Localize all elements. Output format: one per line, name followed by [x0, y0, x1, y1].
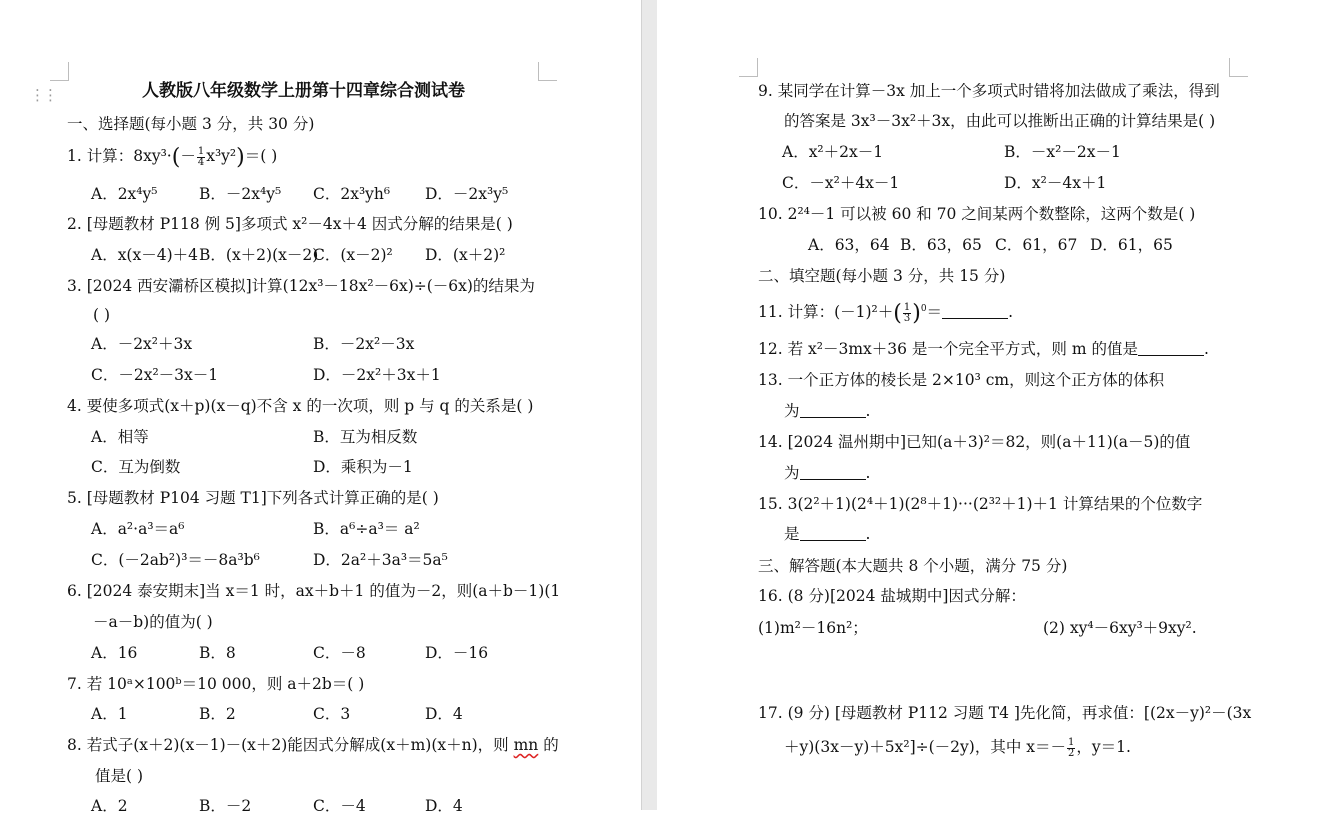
option: A．x(x－4)＋4: [91, 246, 198, 264]
question-9: 9. 某同学在计算－3x 加上一个多项式时错将加法做成了乘法，得到: [758, 82, 1220, 100]
option: B．互为相反数: [313, 428, 418, 446]
subquestion: (2) xy⁴－6xy³＋9xy².: [1043, 619, 1197, 637]
margin-corner-mark: [739, 58, 758, 77]
option: C．－x²＋4x－1: [782, 174, 900, 192]
question-8: [67, 735, 559, 755]
question-13-continued: 为 .: [784, 402, 871, 420]
option: A．x²＋2x－1: [782, 143, 884, 161]
option: A．1: [91, 705, 128, 723]
option: B．－2x⁴y⁵: [199, 185, 282, 203]
document-page-left: [0, 0, 641, 815]
question-9-continued: 的答案是 3x³－3x²＋3x，由此可以推断出正确的计算结果是( ): [784, 112, 1216, 130]
margin-corner-mark: [50, 62, 69, 81]
option: D．－2x³y⁵: [425, 185, 509, 203]
answer-blank: [942, 304, 1008, 319]
section-heading: 一、选择题(每小题 3 分，共 30 分): [67, 115, 315, 133]
fraction: $\frac{1}{3}$: [903, 301, 911, 324]
fraction: $\frac{1}{4}$: [197, 145, 205, 168]
question-11: 11. 计算：(－1)²＋( $\frac{1}{3}$ )$^0$＝ .: [758, 301, 1013, 326]
spellcheck-underline[interactable]: mn: [513, 736, 539, 754]
option: A．2x⁴y⁵: [91, 185, 158, 203]
fraction: $\frac{1}{2}$: [1068, 736, 1075, 759]
option: D．－2x²＋3x＋1: [313, 366, 441, 384]
question-text: 11. 计算：(－1)²＋: [758, 303, 894, 321]
option: C．－8: [313, 644, 366, 662]
question-7: 7. 若 10ᵃ×100ᵇ＝10 000，则 a＋2b＝( ): [67, 675, 365, 693]
option: C．61，67: [995, 236, 1078, 254]
question-text: ＝( ): [244, 147, 278, 165]
question-5: 5. [母题教材 P104 习题 T1]下列各式计算正确的是( ): [67, 489, 439, 507]
question-text: 8. 若式子(x＋2)(x－1)－(x＋2)能因式分解成(x＋m)(x＋n)，则: [67, 736, 514, 754]
question-2: 2. [母题教材 P118 例 5]多项式 x²－4x＋4 因式分解的结果是( ): [67, 215, 513, 233]
option: B．8: [199, 644, 236, 662]
question-14-continued: 为 .: [784, 464, 871, 482]
question-14: 14. [2024 温州期中]已知(a＋3)²＝82，则(a＋11)(a－5)的值: [758, 433, 1191, 451]
option: D．乘积为－1: [313, 458, 413, 476]
option: B．－2: [199, 797, 252, 815]
section-heading: 二、填空题(每小题 3 分，共 15 分): [758, 267, 1006, 285]
question-13: 13. 一个正方体的棱长是 2×10³ cm，则这个正方体的体积: [758, 371, 1165, 389]
option: B．(x＋2)(x－2): [199, 246, 319, 264]
option: C．－4: [313, 797, 366, 815]
question-text: ＋y)(3x－y)＋5x²]÷(－2y)，其中 x＝－: [784, 738, 1066, 756]
option: C．3: [313, 705, 351, 723]
question-10: 10. 2²⁴－1 可以被 60 和 70 之间某两个数整除，这两个数是( ): [758, 205, 1196, 223]
option: B．a⁶÷a³＝ a²: [313, 520, 420, 538]
option: A．相等: [91, 428, 149, 446]
document-page-right: [657, 0, 1330, 810]
question-6: 6. [2024 泰安期末]当 x＝1 时，ax＋b＋1 的值为－2，则(a＋b－1)(1: [67, 582, 561, 600]
question-1: 1. 计算：8xy³·(－ $\frac{1}{4}$ x³y²)＝( ): [67, 145, 278, 170]
answer-blank: [1138, 341, 1204, 356]
question-text: ＝: [926, 303, 943, 321]
question-text: 12. 若 x²－3mx＋36 是一个完全平方式，则 m 的值是: [758, 340, 1138, 358]
question-text: 1. 计算：8xy³·: [67, 147, 172, 165]
option: C．(x－2)²: [313, 246, 393, 264]
question-4: 4. 要使多项式(x＋p)(x－q)不含 x 的一次项，则 p 与 q 的关系是( ): [67, 397, 534, 415]
option: C．互为倒数: [91, 458, 181, 476]
option: C．(－2ab²)³＝－8a³b⁶: [91, 551, 260, 569]
answer-blank: [800, 526, 866, 541]
option: A．16: [91, 644, 138, 662]
option: D．x²－4x＋1: [1004, 174, 1107, 192]
question-6-continued: －a－b)的值为( ): [93, 613, 213, 631]
question-17-continued: [784, 737, 1131, 759]
margin-corner-mark: [538, 62, 557, 81]
page-title: 人教版八年级数学上册第十四章综合测试卷: [142, 81, 465, 101]
option: C．2x³yh⁶: [313, 185, 391, 203]
question-12: 12. 若 x²－3mx＋36 是一个完全平方式，则 m 的值是 .: [758, 340, 1209, 358]
page-gutter: [641, 0, 658, 810]
option: D．4: [425, 797, 463, 815]
drag-handle-icon[interactable]: ⋮⋮: [30, 86, 56, 104]
question-15-continued: 是 .: [784, 525, 871, 543]
option: B．－2x²－3x: [313, 335, 415, 353]
option: D．2a²＋3a³＝5a⁵: [313, 551, 448, 569]
option: B．－x²－2x－1: [1004, 143, 1121, 161]
option: A．63，64: [808, 236, 890, 254]
option: B．2: [199, 705, 236, 723]
answer-paren: ( ): [93, 306, 111, 324]
option: C．－2x²－3x－1: [91, 366, 219, 384]
question-15: 15. 3(2²＋1)(2⁴＋1)(2⁸＋1)···(2³²＋1)＋1 计算结果的个位数字: [758, 495, 1203, 513]
margin-corner-mark: [1229, 58, 1248, 77]
section-heading: 三、解答题(本大题共 8 个小题，满分 75 分): [758, 557, 1068, 575]
option: A．2: [91, 797, 128, 815]
option: D．4: [425, 705, 463, 723]
answer-blank: [800, 465, 866, 480]
question-text: ，y＝1.: [1076, 738, 1131, 756]
option: D．－16: [425, 644, 489, 662]
question-3: 3. [2024 西安灞桥区模拟]计算(12x³－18x²－6x)÷(－6x)的结果为: [67, 277, 535, 295]
option: A．－2x²＋3x: [91, 335, 193, 353]
answer-blank: [800, 403, 866, 418]
question-16: 16. (8 分)[2024 盐城期中]因式分解：: [758, 587, 1026, 605]
question-text: 的: [538, 736, 559, 754]
subquestion: (1)m²－16n²；: [758, 619, 868, 637]
option: B．63，65: [900, 236, 982, 254]
option: D．(x＋2)²: [425, 246, 506, 264]
question-17: 17. (9 分) [母题教材 P112 习题 T4 ]先化简，再求值：[(2x－y)²－(3x: [758, 704, 1252, 722]
option: A．a²·a³＝a⁶: [91, 520, 185, 538]
option: D．61，65: [1090, 236, 1173, 254]
question-8-continued: 值是( ): [95, 767, 144, 785]
